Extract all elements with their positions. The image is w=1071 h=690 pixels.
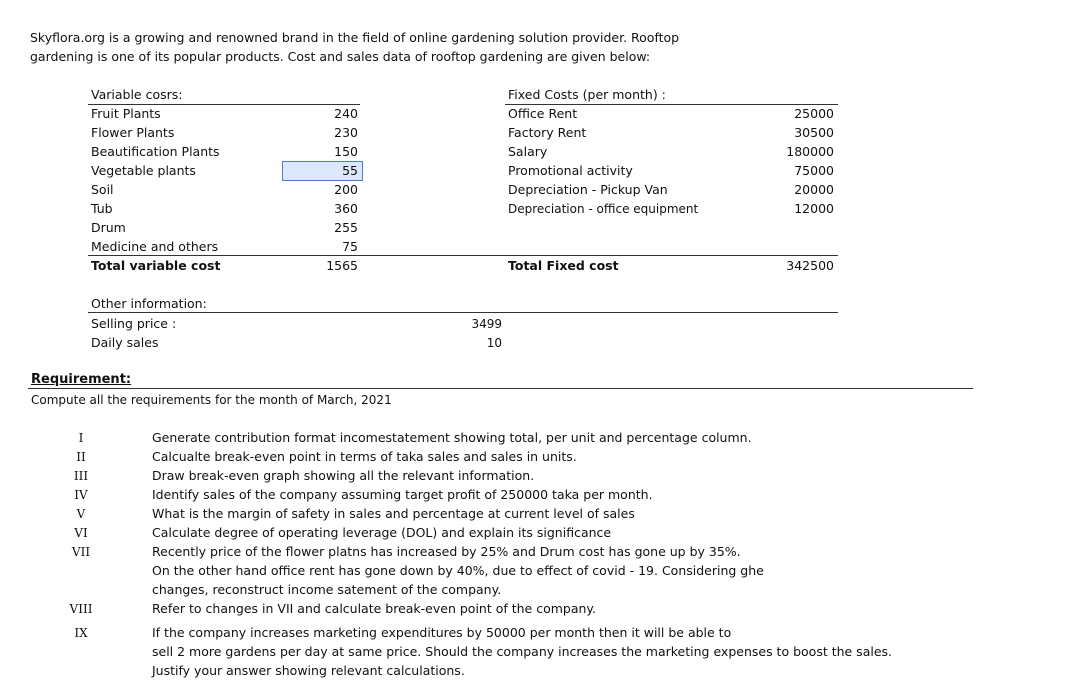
variable-costs-header: Variable cosrs: [91,87,183,102]
total-fixed-cost-value: 342500 [786,258,834,273]
requirement-text: Justify your answer showing relevant calculations. [152,663,465,678]
daily-sales-value: 10 [486,336,502,350]
total-variable-cost-label: Total variable cost [91,258,221,273]
variable-cost-label: Fruit Plants [91,106,161,121]
requirement-number: I [78,431,84,445]
fixed-cost-label: Depreciation - office equipment [508,202,699,216]
requirement-title: Requirement: [31,372,132,387]
variable-cost-label: Medicine and others [91,239,219,254]
requirement-number: III [73,469,89,483]
fixed-costs-header: Fixed Costs (per month) : [508,87,666,102]
variable-cost-value: 255 [334,220,358,235]
total-variable-cost-value: 1565 [326,258,358,273]
requirement-text: What is the margin of safety in sales and percentage at current level of sales [152,506,635,521]
variable-cost-value: 230 [334,125,358,140]
requirement-text: Generate contribution format incomestatement showing total, per unit and percentage column. [152,430,752,445]
requirement-number: II [76,450,86,464]
other-info-header: Other information: [91,296,207,311]
other-info-label: Selling price : [91,316,177,331]
requirement-text: changes, reconstruct income satement of the company. [152,582,502,597]
requirement-text: Draw break-even graph showing all the relevant information. [152,468,535,483]
variable-cost-label: Tub [91,201,113,216]
variable-cost-value: 240 [334,106,358,121]
fixed-cost-value: 75000 [794,163,834,178]
requirement-number: IV [74,488,88,502]
fixed-cost-label: Factory Rent [508,125,587,140]
variable-cost-value: 200 [334,182,358,197]
totals-rule [88,255,838,256]
variable-cost-value: 150 [334,144,358,159]
variable-cost-label: Vegetable plants [91,163,196,178]
fixed-header-rule [505,104,838,105]
requirement-number: VIII [69,602,93,616]
fixed-cost-value: 25000 [794,106,834,121]
fixed-cost-value: 12000 [794,201,834,216]
requirement-text: On the other hand office rent has gone down by 40%, due to effect of covid - 19. Considering ghe [152,563,764,578]
fixed-cost-value: 20000 [794,182,834,197]
variable-cost-label: Soil [91,182,114,197]
requirement-text: Recently price of the flower platns has increased by 25% and Drum cost has gone up by 35%. [152,544,741,559]
requirement-number: VI [74,526,88,540]
intro-line-2: gardening is one of its popular products. Cost and sales data of rooftop gardening are given below: [30,49,651,64]
variable-cost-label: Flower Plants [91,125,175,140]
total-fixed-cost-label: Total Fixed cost [508,258,619,273]
variable-header-rule [88,104,360,105]
requirement-number: V [76,507,86,521]
fixed-cost-label: Salary [508,144,548,159]
requirement-text: Calcualte break-even point in terms of taka sales and sales in units. [152,449,577,464]
requirement-rule [28,388,973,389]
other-info-rule [88,312,838,313]
requirement-number: IX [74,626,88,640]
fixed-cost-label: Promotional activity [508,163,633,178]
requirement-text: Refer to changes in VII and calculate break-even point of the company. [152,601,597,616]
variable-cost-label: Beautification Plants [91,144,220,159]
requirement-number: VII [71,545,91,559]
requirement-text: Calculate degree of operating leverage (DOL) and explain its significance [152,525,612,540]
fixed-cost-label: Office Rent [508,106,578,121]
variable-cost-label: Drum [91,220,126,235]
variable-cost-value: 75 [342,239,358,254]
requirement-text: If the company increases marketing expenditures by 50000 per month then it will be able to [152,625,732,640]
requirement-text: sell 2 more gardens per day at same price. Should the company increases the marketing expenses to boost the sales. [152,644,893,659]
requirement-subtitle: Compute all the requirements for the month of March, 2021 [31,393,392,407]
fixed-cost-value: 180000 [786,144,834,159]
requirement-text: Identify sales of the company assuming target profit of 250000 taka per month. [152,487,653,502]
fixed-cost-value: 30500 [794,125,834,140]
variable-cost-value[interactable]: 55 [342,163,358,178]
fixed-cost-label: Depreciation - Pickup Van [508,182,668,197]
variable-cost-value: 360 [334,201,358,216]
other-info-label: Daily sales [91,335,159,350]
intro-line-1: Skyflora.org is a growing and renowned brand in the field of online gardening solution provider. Rooftop [30,30,680,45]
selling-price-value: 3499 [471,317,502,331]
